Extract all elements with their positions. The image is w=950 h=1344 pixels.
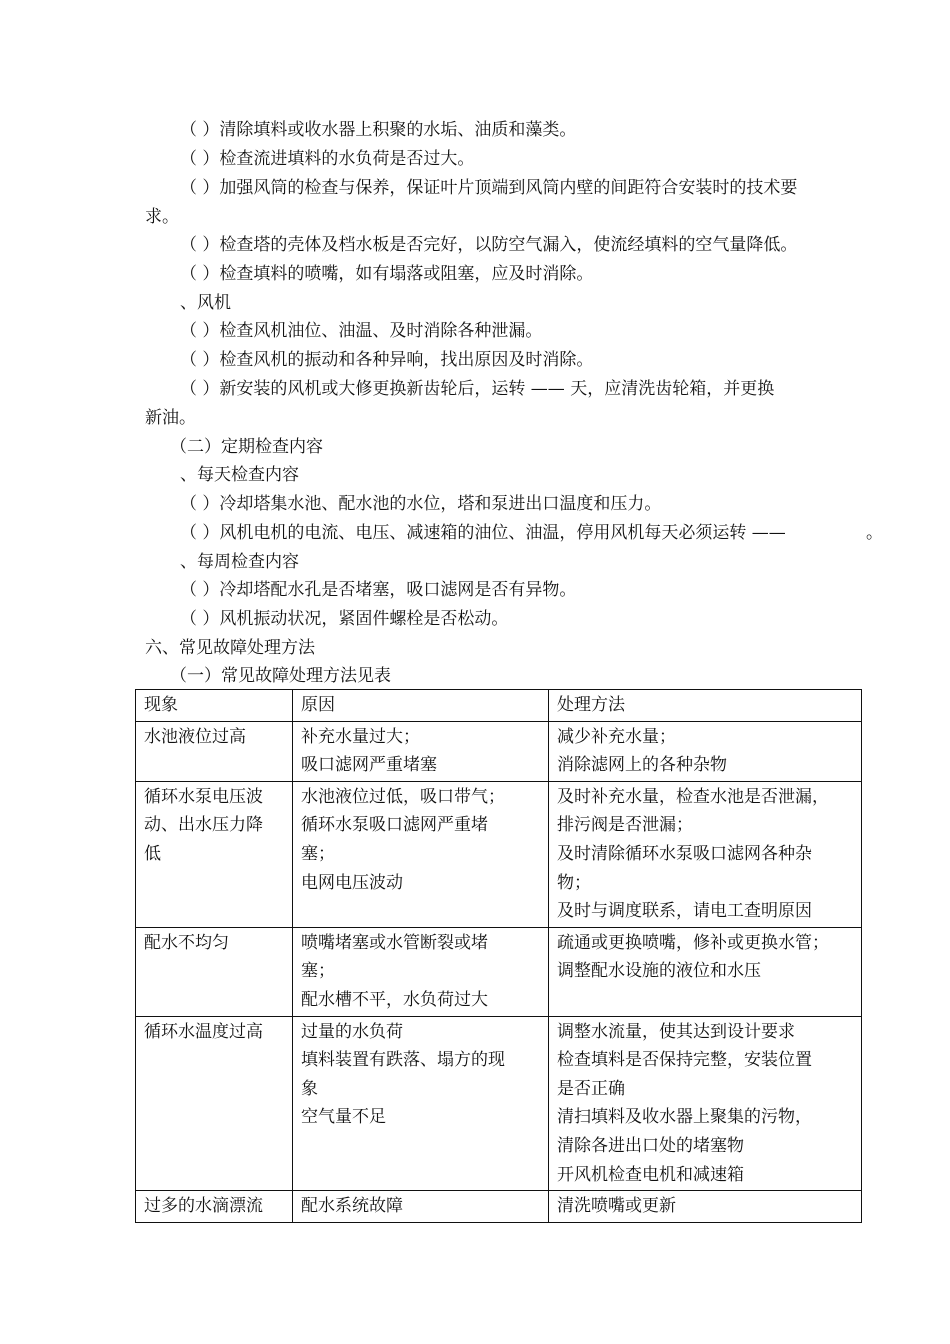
table-row [136, 721, 862, 781]
cell-text: 及时清除循环水泵吸口滤网各种杂 [557, 843, 812, 864]
cell-text: 循环水泵吸口滤网严重堵 [301, 815, 488, 836]
section-heading: （一）常见故障处理方法见表 [170, 666, 391, 686]
method-cell [549, 1191, 862, 1223]
header-phenomenon: 现象 [136, 690, 293, 722]
phenomenon-cell [136, 927, 293, 1016]
cell-text: 及时补充水量，检查水池是否泄漏， [557, 786, 829, 807]
cause-cell [293, 927, 549, 1016]
cell-text: 吸口滤网严重堵塞 [301, 755, 437, 776]
cell-text: 清除各进出口处的堵塞物 [557, 1135, 744, 1156]
cause-cell [293, 1191, 549, 1223]
section-heading: （二）定期检查内容 [170, 437, 323, 457]
cell-text: 塞； [301, 843, 335, 864]
cell-text: 清扫填料及收水器上聚集的污物， [557, 1107, 812, 1128]
phenomenon-cell [136, 721, 293, 781]
cell-text: 及时与调度联系，请电工查明原因 [557, 901, 812, 922]
cell-text: 调整水流量，使其达到设计要求 [557, 1021, 795, 1042]
text-line: （ ）加强风筒的检查与保养，保证叶片顶端到风筒内壁的间距符合安装时的技术要 [180, 178, 798, 198]
text-line: 新油。 [145, 408, 196, 428]
text-line: 。 [866, 523, 883, 543]
section-heading: 、每天检查内容 [180, 465, 299, 485]
cell-text: 物； [557, 872, 591, 893]
method-cell [549, 721, 862, 781]
cell-text: 检查填料是否保持完整，安装位置 [557, 1050, 812, 1071]
cell-text: 水池液位过高 [144, 726, 246, 747]
chapter-heading: 六、常见故障处理方法 [145, 638, 315, 658]
cell-text: 开风机检查电机和减速箱 [557, 1164, 744, 1185]
text-line: （ ）检查风机的振动和各种异响，找出原因及时消除。 [180, 350, 594, 370]
text-line: （ ）检查流进填料的水负荷是否过大。 [180, 149, 475, 169]
text-line: 求。 [145, 207, 179, 227]
cell-text: 调整配水设施的液位和水压 [557, 961, 761, 982]
cell-text: 补充水量过大； [301, 726, 420, 747]
cell-text: 电网电压波动 [301, 872, 403, 893]
cell-text: 疏通或更换喷嘴，修补或更换水管； [557, 932, 829, 953]
cell-text: 动、出水压力降 [144, 815, 263, 836]
text-line: （ ）风机电机的电流、电压、减速箱的油位、油温，停用风机每天必须运转 —— [180, 523, 786, 543]
cell-text: 过量的水负荷 [301, 1021, 403, 1042]
cell-text: 排污阀是否泄漏； [557, 815, 693, 836]
text-line: （ ）清除填料或收水器上积聚的水垢、油质和藻类。 [180, 120, 577, 140]
cell-text: 喷嘴堵塞或水管断裂或堵 [301, 932, 488, 953]
text-line: （ ）检查填料的喷嘴，如有塌落或阻塞，应及时消除。 [180, 264, 594, 284]
header-method: 处理方法 [549, 690, 862, 722]
cell-text: 水池液位过低，吸口带气； [301, 786, 505, 807]
table-row [136, 1191, 862, 1223]
cell-text: 过多的水滴漂流 [144, 1196, 263, 1217]
table-header-row [136, 690, 862, 722]
method-cell [549, 1016, 862, 1191]
cause-cell [293, 1016, 549, 1191]
section-heading: 、每周检查内容 [180, 552, 299, 572]
text-line: （ ）冷却塔集水池、配水池的水位，塔和泵进出口温度和压力。 [180, 494, 662, 514]
cell-text: 填料装置有跌落、塌方的现 [301, 1050, 505, 1071]
section-heading: 、风机 [180, 293, 231, 313]
text-line: （ ）检查风机油位、油温、及时消除各种泄漏。 [180, 321, 543, 341]
text-line: （ ）冷却塔配水孔是否堵塞，吸口滤网是否有异物。 [180, 580, 577, 600]
method-cell [549, 927, 862, 1016]
cell-text: 塞； [301, 961, 335, 982]
phenomenon-cell [136, 781, 293, 927]
cell-text: 循环水泵电压波 [144, 786, 263, 807]
cell-text: 循环水温度过高 [144, 1021, 263, 1042]
cell-text: 是否正确 [557, 1078, 625, 1099]
cause-cell [293, 721, 549, 781]
cell-text: 配水系统故障 [301, 1196, 403, 1217]
cell-text: 象 [301, 1078, 318, 1099]
table-row [136, 927, 862, 1016]
cell-text: 空气量不足 [301, 1107, 386, 1128]
table-row [136, 781, 862, 927]
cell-text: 减少补充水量； [557, 726, 676, 747]
text-line: （ ）风机振动状况，紧固件螺栓是否松动。 [180, 609, 509, 629]
cell-text: 低 [144, 843, 161, 864]
cell-text: 清洗喷嘴或更新 [557, 1196, 676, 1217]
phenomenon-cell [136, 1016, 293, 1191]
cell-text: 消除滤网上的各种杂物 [557, 755, 727, 776]
text-line: （ ）新安装的风机或大修更换新齿轮后，运转 —— 天，应清洗齿轮箱，并更换 [180, 379, 775, 399]
phenomenon-cell [136, 1191, 293, 1223]
text-line: （ ）检查塔的壳体及档水板是否完好，以防空气漏入，使流经填料的空气量降低。 [180, 235, 798, 255]
cause-cell [293, 781, 549, 927]
table-row [136, 1016, 862, 1191]
cell-text: 配水不均匀 [144, 932, 229, 953]
cell-text: 配水槽不平，水负荷过大 [301, 989, 488, 1010]
method-cell [549, 781, 862, 927]
header-cause: 原因 [293, 690, 549, 722]
fault-table [135, 689, 862, 1223]
